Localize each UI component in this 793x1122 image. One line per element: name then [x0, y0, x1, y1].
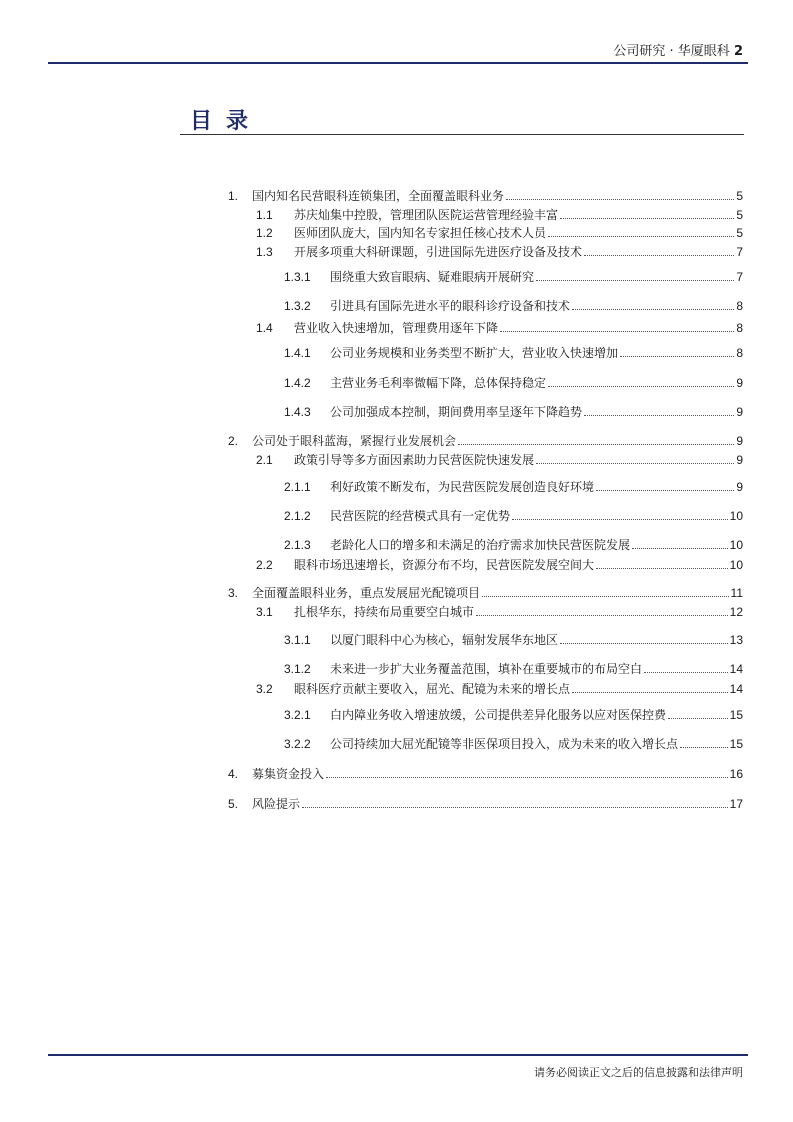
- toc-entry-title: 主营业务毛利率微幅下降，总体保持稳定: [330, 376, 547, 390]
- toc-entry-page: 9: [736, 434, 743, 448]
- toc-entry-page: 13: [729, 633, 743, 647]
- toc-entry-title: 医师团队庞大，国内知名专家担任核心技术人员: [294, 226, 547, 240]
- toc-leader-dots: [302, 807, 728, 808]
- toc-entry-page: 7: [736, 245, 743, 259]
- toc-entry-page: 9: [736, 453, 743, 467]
- toc-entry-title: 眼科医疗贡献主要收入，屈光、配镜为未来的增长点: [294, 682, 571, 696]
- toc-entry-page: 7: [736, 270, 743, 284]
- toc-entry-page: 15: [729, 737, 743, 751]
- toc-entry-title: 引进具有国际先进水平的眼科诊疗设备和技术: [330, 299, 571, 313]
- toc-entry[interactable]: [284, 660, 743, 676]
- footer-disclaimer: 请务必阅读正文之后的信息披露和法律声明: [534, 1066, 743, 1079]
- toc-entry-number: 1.3.1: [284, 270, 311, 284]
- toc-leader-dots: [680, 747, 728, 748]
- toc-entry[interactable]: [256, 451, 743, 467]
- toc-entry-title: 政策引导等多方面因素助力民营医院快速发展: [294, 453, 535, 467]
- toc-entry-number: 5.: [228, 797, 239, 811]
- toc-entry-page: 9: [736, 480, 743, 494]
- toc-entry[interactable]: [284, 735, 743, 751]
- toc-entry-number: 2.1.2: [284, 509, 311, 523]
- toc-entry[interactable]: [284, 536, 743, 552]
- toc-leader-dots: [644, 672, 728, 673]
- toc-entry-number: 2.: [228, 434, 239, 448]
- toc-leader-dots: [584, 255, 734, 256]
- toc-leader-dots: [482, 596, 729, 597]
- toc-entry-title: 老龄化人口的增多和未满足的治疗需求加快民营医院发展: [330, 538, 631, 552]
- toc-entry[interactable]: [284, 706, 743, 722]
- toc-entry-page: 17: [729, 797, 743, 811]
- toc-leader-dots: [458, 444, 734, 445]
- toc-entry-title: 风险提示: [252, 797, 301, 811]
- header-title: 公司研究 · 华厦眼科: [613, 44, 730, 59]
- toc-entry-title: 开展多项重大科研课题，引进国际先进医疗设备及技术: [294, 245, 583, 259]
- toc-entry-number: 1.3.2: [284, 299, 311, 313]
- toc-leader-dots: [560, 643, 728, 644]
- toc-leader-dots: [536, 463, 734, 464]
- toc-leader-dots: [506, 199, 734, 200]
- toc-entry[interactable]: [256, 603, 743, 619]
- toc-leader-dots: [620, 356, 734, 357]
- toc-entry[interactable]: [256, 224, 743, 240]
- toc-entry-number: 3.2.2: [284, 737, 311, 751]
- toc-entry-page: 5: [736, 208, 743, 222]
- toc-leader-dots: [584, 415, 734, 416]
- toc-leader-dots: [668, 718, 728, 719]
- toc-entry[interactable]: [284, 374, 743, 390]
- toc-entry[interactable]: [284, 268, 743, 284]
- toc-entry-title: 营业收入快速增加，管理费用逐年下降: [294, 321, 499, 335]
- toc-entry-number: 3.1: [256, 605, 273, 619]
- toc-entry-number: 1.4.3: [284, 405, 311, 419]
- toc-entry[interactable]: [284, 478, 743, 494]
- toc-entry[interactable]: [228, 584, 743, 600]
- toc-entry-page: 8: [736, 346, 743, 360]
- toc-entry-number: 2.1.1: [284, 480, 311, 494]
- toc-entry-title: 未来进一步扩大业务覆盖范围，填补在重要城市的布局空白: [330, 662, 643, 676]
- toc-entry-title: 眼科市场迅速增长，资源分布不均，民营医院发展空间大: [294, 558, 595, 572]
- toc-entry-number: 1.4.2: [284, 376, 311, 390]
- toc-entry-page: 9: [736, 376, 743, 390]
- toc-entry[interactable]: [256, 206, 743, 222]
- toc-leader-dots: [500, 331, 734, 332]
- page-header: [613, 40, 743, 59]
- toc-entry-number: 3.: [228, 586, 239, 600]
- toc-entry-title: 民营医院的经营模式具有一定优势: [330, 509, 511, 523]
- toc-entry-number: 2.1: [256, 453, 273, 467]
- toc-leader-dots: [548, 236, 734, 237]
- toc-leader-dots: [536, 280, 734, 281]
- toc-leader-dots: [632, 548, 728, 549]
- toc-entry-title: 募集资金投入: [252, 767, 325, 781]
- toc-entry-number: 2.2: [256, 558, 273, 572]
- toc-entry[interactable]: [228, 765, 743, 781]
- toc-entry-title: 白内障业务收入增速放缓，公司提供差异化服务以应对医保控费: [330, 708, 667, 722]
- toc-entry-page: 10: [729, 558, 743, 572]
- toc-entry-title: 全面覆盖眼科业务，重点发展屈光配镜项目: [252, 586, 481, 600]
- toc-entry-title: 国内知名民营眼科连锁集团，全面覆盖眼科业务: [252, 189, 505, 203]
- toc-entry-number: 1.4.1: [284, 346, 311, 360]
- toc-entry-number: 4.: [228, 767, 239, 781]
- toc-entry-page: 5: [736, 226, 743, 240]
- toc-entry-title: 公司处于眼科蓝海，紧握行业发展机会: [252, 434, 457, 448]
- toc-entry-page: 11: [730, 586, 743, 600]
- toc-leader-dots: [572, 309, 734, 310]
- toc-entry-page: 9: [736, 405, 743, 419]
- toc-entry-number: 3.2.1: [284, 708, 311, 722]
- toc-entry-number: 1.1: [256, 208, 273, 222]
- toc-entry[interactable]: [284, 631, 743, 647]
- toc-entry[interactable]: [256, 680, 743, 696]
- toc-entry-number: 2.1.3: [284, 538, 311, 552]
- toc-entry-page: 15: [729, 708, 743, 722]
- toc-entry[interactable]: [228, 432, 743, 448]
- toc-entry[interactable]: [284, 403, 743, 419]
- toc-entry-title: 公司持续加大屈光配镜等非医保项目投入，成为未来的收入增长点: [330, 737, 679, 751]
- header-page-number: 2: [733, 44, 743, 59]
- toc-entry-page: 16: [729, 767, 743, 781]
- toc-entry[interactable]: [228, 187, 743, 203]
- toc-entry-page: 10: [729, 538, 743, 552]
- toc-entry-title: 苏庆灿集中控股，管理团队医院运营管理经验丰富: [294, 208, 559, 222]
- toc-entry-title: 扎根华东，持续布局重要空白城市: [294, 605, 475, 619]
- toc-entry-page: 5: [736, 189, 743, 203]
- toc-title: 目录: [190, 108, 263, 134]
- toc-entry[interactable]: [256, 319, 743, 335]
- toc-entry[interactable]: [284, 507, 743, 523]
- toc-leader-dots: [560, 218, 734, 219]
- toc-entry-page: 12: [729, 605, 743, 619]
- toc-entry[interactable]: [256, 243, 743, 259]
- toc-entry-number: 3.2: [256, 682, 273, 696]
- toc-entry-page: 8: [736, 321, 743, 335]
- toc-entry-page: 14: [729, 682, 743, 696]
- toc-leader-dots: [512, 519, 728, 520]
- toc-leader-dots: [596, 568, 728, 569]
- toc-entry-page: 8: [736, 299, 743, 313]
- toc-entry-title: 公司加强成本控制，期间费用率呈逐年下降趋势: [330, 405, 583, 419]
- toc-entry-page: 10: [729, 509, 743, 523]
- toc-entry-number: 1.4: [256, 321, 273, 335]
- toc-entry-title: 公司业务规模和业务类型不断扩大，营业收入快速增加: [330, 346, 619, 360]
- toc-leader-dots: [548, 386, 734, 387]
- toc-entry-number: 1.3: [256, 245, 273, 259]
- toc-entry-number: 3.1.2: [284, 662, 311, 676]
- header-divider: [48, 62, 748, 64]
- toc-entry-title: 以厦门眼科中心为核心，辐射发展华东地区: [330, 633, 559, 647]
- toc-entry[interactable]: [284, 344, 743, 360]
- toc-entry[interactable]: [228, 795, 743, 811]
- toc-entry-number: 1.2: [256, 226, 273, 240]
- toc-entry-number: 1.: [228, 189, 239, 203]
- toc-leader-dots: [596, 490, 734, 491]
- toc-leader-dots: [326, 777, 728, 778]
- toc-leader-dots: [476, 615, 728, 616]
- toc-entry-page: 14: [729, 662, 743, 676]
- toc-title-rule: [180, 134, 744, 135]
- footer-divider: [48, 1054, 748, 1056]
- toc-leader-dots: [572, 692, 728, 693]
- toc-entry[interactable]: [284, 297, 743, 313]
- toc-entry-number: 3.1.1: [284, 633, 311, 647]
- toc-entry-title: 利好政策不断发布，为民营医院发展创造良好环境: [330, 480, 595, 494]
- toc-entry-title: 围绕重大致盲眼病、疑难眼病开展研究: [330, 270, 535, 284]
- toc-entry[interactable]: [256, 556, 743, 572]
